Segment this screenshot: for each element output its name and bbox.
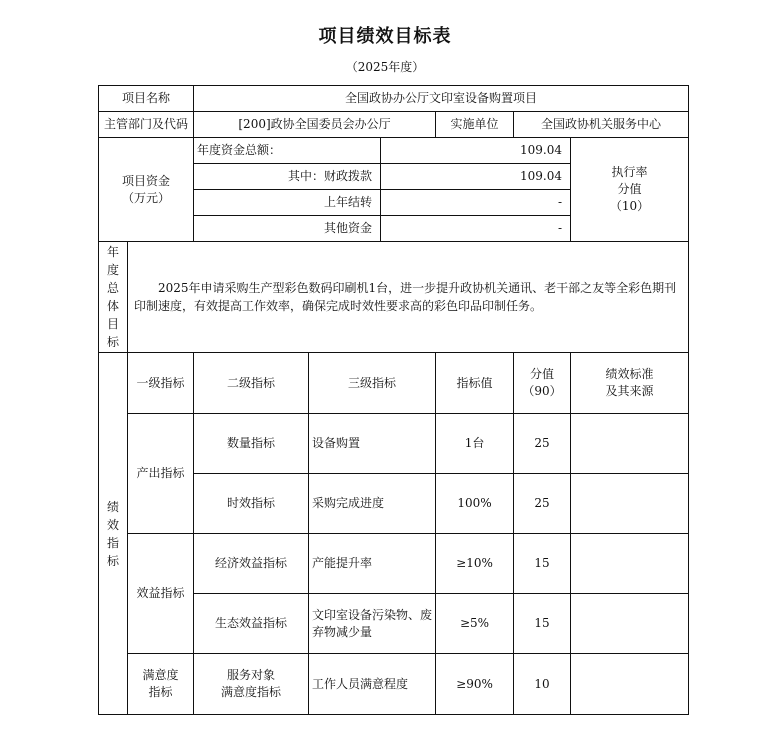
row-level3: 文印室设备污染物、废弃物减少量 [309, 594, 436, 654]
funds-total-label: 年度资金总额： [194, 138, 381, 164]
header-standard-line2: 及其来源 [605, 384, 654, 398]
indicator-header-row [99, 353, 689, 414]
row-value: ≥5% [436, 594, 514, 654]
header-level1: 一级指标 [128, 353, 194, 414]
goal-label-char: 总 [106, 281, 119, 295]
project-name-row [99, 86, 689, 112]
funds-total-row [99, 138, 689, 164]
implementing-unit-label: 实施单位 [436, 112, 514, 138]
row-level3: 工作人员满意程度 [309, 654, 436, 715]
row-score: 15 [514, 594, 571, 654]
table-row [99, 654, 689, 715]
header-standard [571, 353, 689, 414]
row-level3: 采购完成进度 [309, 474, 436, 534]
table-row [99, 534, 689, 594]
row-value: 1台 [436, 414, 514, 474]
annual-goal-text: 2025年申请采购生产型彩色数码印刷机1台，进一步提升政协机关通讯、老干部之友等全彩色期刊印制速度，有效提高工作效率，确保完成时效性要求高的彩色印品印制任务。 [128, 242, 689, 353]
funds-total-value: 109.04 [381, 138, 571, 164]
row-standard [571, 594, 689, 654]
row-score: 15 [514, 534, 571, 594]
row-level2: 经济效益指标 [194, 534, 309, 594]
indicator-label-char: 效 [106, 517, 119, 532]
annual-goal-row [99, 242, 689, 353]
header-level2: 二级指标 [194, 353, 309, 414]
implementing-unit-value: 全国政协机关服务中心 [514, 112, 689, 138]
row-standard [571, 414, 689, 474]
row-value: ≥90% [436, 654, 514, 715]
annual-goal-label [99, 242, 128, 353]
group-benefit: 效益指标 [128, 534, 194, 654]
goal-label-char: 标 [106, 335, 119, 349]
goal-label-char: 体 [106, 299, 119, 313]
funds-label [99, 138, 194, 242]
row-level2-line2: 满意度指标 [221, 685, 282, 699]
funds-fiscal-value: 109.04 [381, 164, 571, 190]
execution-rate-line1: 执行率 [611, 165, 648, 179]
row-standard [571, 654, 689, 715]
goal-label-char: 度 [106, 263, 119, 277]
funds-fiscal-label: 其中：财政拨款 [194, 164, 381, 190]
row-score: 25 [514, 474, 571, 534]
header-score [514, 353, 571, 414]
indicator-label-char: 指 [106, 535, 119, 550]
funds-carryover-label: 上年结转 [194, 190, 381, 216]
row-value: ≥10% [436, 534, 514, 594]
group-satisfaction-line1: 满意度 [142, 668, 179, 682]
funds-carryover-value: - [381, 190, 571, 216]
execution-rate-line3: （10） [609, 199, 650, 213]
indicator-label-char: 标 [106, 553, 119, 568]
department-value: [200]政协全国委员会办公厅 [194, 112, 436, 138]
header-score-line1: 分值 [530, 367, 555, 381]
row-score: 10 [514, 654, 571, 715]
project-name-label: 项目名称 [99, 86, 194, 112]
header-standard-line1: 绩效标准 [605, 367, 654, 381]
row-level2: 时效指标 [194, 474, 309, 534]
funds-other-label: 其他资金 [194, 216, 381, 242]
row-value: 100% [436, 474, 514, 534]
group-satisfaction-line2: 指标 [148, 685, 173, 699]
row-score: 25 [514, 414, 571, 474]
row-standard [571, 534, 689, 594]
row-level2: 数量指标 [194, 414, 309, 474]
row-level2: 生态效益指标 [194, 594, 309, 654]
header-value: 指标值 [436, 353, 514, 414]
page-title: 项目绩效目标表 [318, 26, 452, 47]
row-level2-line1: 服务对象 [227, 668, 276, 682]
row-level3: 产能提升率 [309, 534, 436, 594]
project-name-value: 全国政协办公厅文印室设备购置项目 [194, 86, 689, 112]
execution-rate-line2: 分值 [617, 182, 642, 196]
department-row [99, 112, 689, 138]
execution-rate-cell [571, 138, 689, 242]
funds-label-line2: （万元） [122, 190, 171, 205]
row-standard [571, 474, 689, 534]
funds-other-value: - [381, 216, 571, 242]
department-label: 主管部门及代码 [99, 112, 194, 138]
goal-label-char: 目 [106, 317, 119, 331]
header-score-line2: （90） [522, 384, 562, 398]
page-subtitle: （2025年度） [345, 60, 425, 74]
group-output: 产出指标 [128, 414, 194, 534]
performance-indicators-label [99, 353, 128, 715]
performance-target-table [98, 85, 689, 715]
indicator-label-char: 绩 [106, 499, 119, 514]
goal-label-char: 年 [106, 245, 119, 259]
row-level2 [194, 654, 309, 715]
header-level3: 三级指标 [309, 353, 436, 414]
group-satisfaction [128, 654, 194, 715]
table-row [99, 414, 689, 474]
funds-label-line1: 项目资金 [122, 173, 171, 188]
row-level3: 设备购置 [309, 414, 436, 474]
